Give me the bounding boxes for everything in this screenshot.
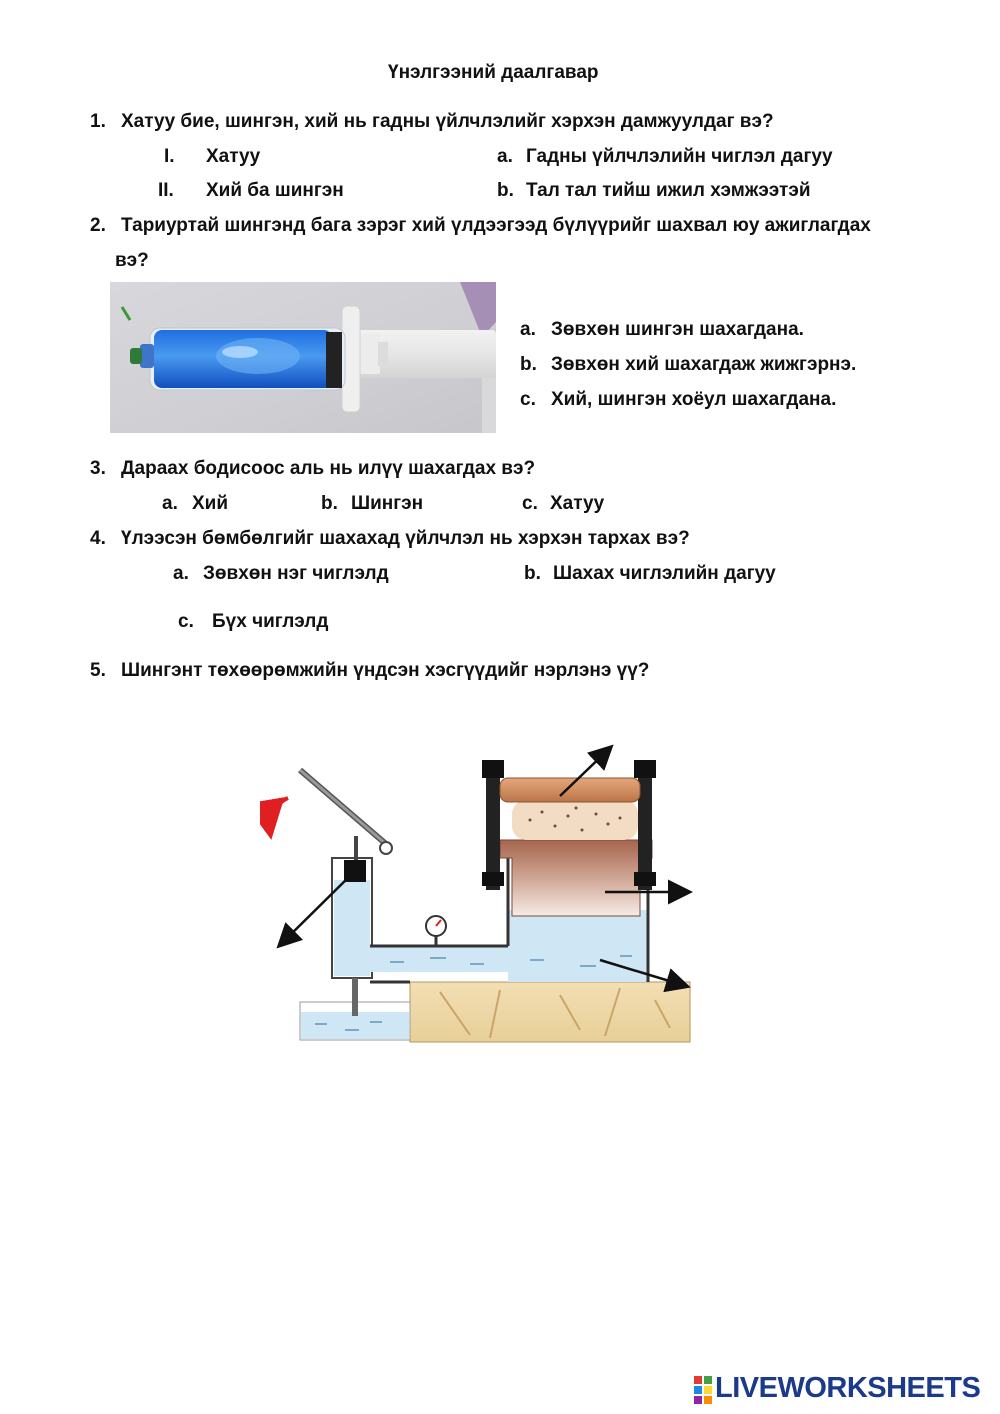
question-2-text-line2: вэ? [115,250,149,271]
question-4-text: Үлээсэн бөмбөлгийг шахахад үйлчлэл нь хэрхэн тархах вэ? [121,528,690,549]
liveworksheets-logo[interactable] [693,1372,993,1408]
q4-option-b[interactable]: Шахах чиглэлийн дагуу [553,563,776,584]
liveworksheets-logo-icon [693,1374,713,1408]
q3-option-b[interactable]: Шингэн [351,493,424,514]
q1-left-mark-2: II. [158,180,174,201]
question-2-text-line1: Тариуртай шингэнд бага зэрэг хий үлдээгээд бүлүүрийг шахвал юу ажиглагдах [121,215,871,236]
q2-option-mark-b: b. [520,354,537,375]
q1-right-item-a[interactable]: Гадны үйлчлэлийн чиглэл дагуу [526,146,833,167]
q4-option-mark-c: c. [178,611,194,632]
page-title: Үнэлгээний даалгавар [388,62,599,83]
q2-option-mark-a: a. [520,319,536,340]
q4-option-c[interactable]: Бүх чиглэлд [212,611,329,632]
q3-option-c[interactable]: Хатуу [550,493,605,514]
q3-option-mark-c: c. [522,493,538,514]
syringe-photo [110,282,496,433]
q3-option-a[interactable]: Хий [192,493,229,514]
q2-option-mark-c: c. [520,389,536,410]
question-5-text: Шингэнт төхөөрөмжийн үндсэн хэсгүүдийг нэрлэнэ үү? [121,660,650,681]
q2-option-a[interactable]: Зөвхөн шингэн шахагдана. [551,319,804,340]
q4-option-mark-b: b. [524,563,541,584]
question-3-number: 3. [90,458,106,479]
q1-right-mark-b: b. [497,180,514,201]
hydraulic-press-diagram [260,740,700,1050]
question-2-number: 2. [90,215,106,236]
q4-option-a[interactable]: Зөвхөн нэг чиглэлд [203,563,389,584]
q1-right-item-b[interactable]: Тал тал тийш ижил хэмжээтэй [526,180,811,201]
question-5-number: 5. [90,660,106,681]
q2-option-c[interactable]: Хий, шингэн хоёул шахагдана. [551,389,837,410]
question-1-text: Хатуу бие, шингэн, хий нь гадны үйлчлэлийг хэрхэн дамжуулдаг вэ? [121,111,774,132]
question-4-number: 4. [90,528,106,549]
q3-option-mark-a: a. [162,493,178,514]
q1-left-mark-1: I. [164,146,175,167]
q2-option-b[interactable]: Зөвхөн хий шахагдаж жижгэрнэ. [551,354,857,375]
q1-left-item-1[interactable]: Хатуу [206,146,261,167]
question-3-text: Дараах бодисоос аль нь илүү шахагдах вэ? [121,458,536,479]
q4-option-mark-a: a. [173,563,189,584]
q1-left-item-2[interactable]: Хий ба шингэн [206,180,344,201]
liveworksheets-logo-text: LIVEWORKSHEETS [715,1372,981,1404]
question-1-number: 1. [90,111,106,132]
q1-right-mark-a: a. [497,146,513,167]
q3-option-mark-b: b. [321,493,338,514]
